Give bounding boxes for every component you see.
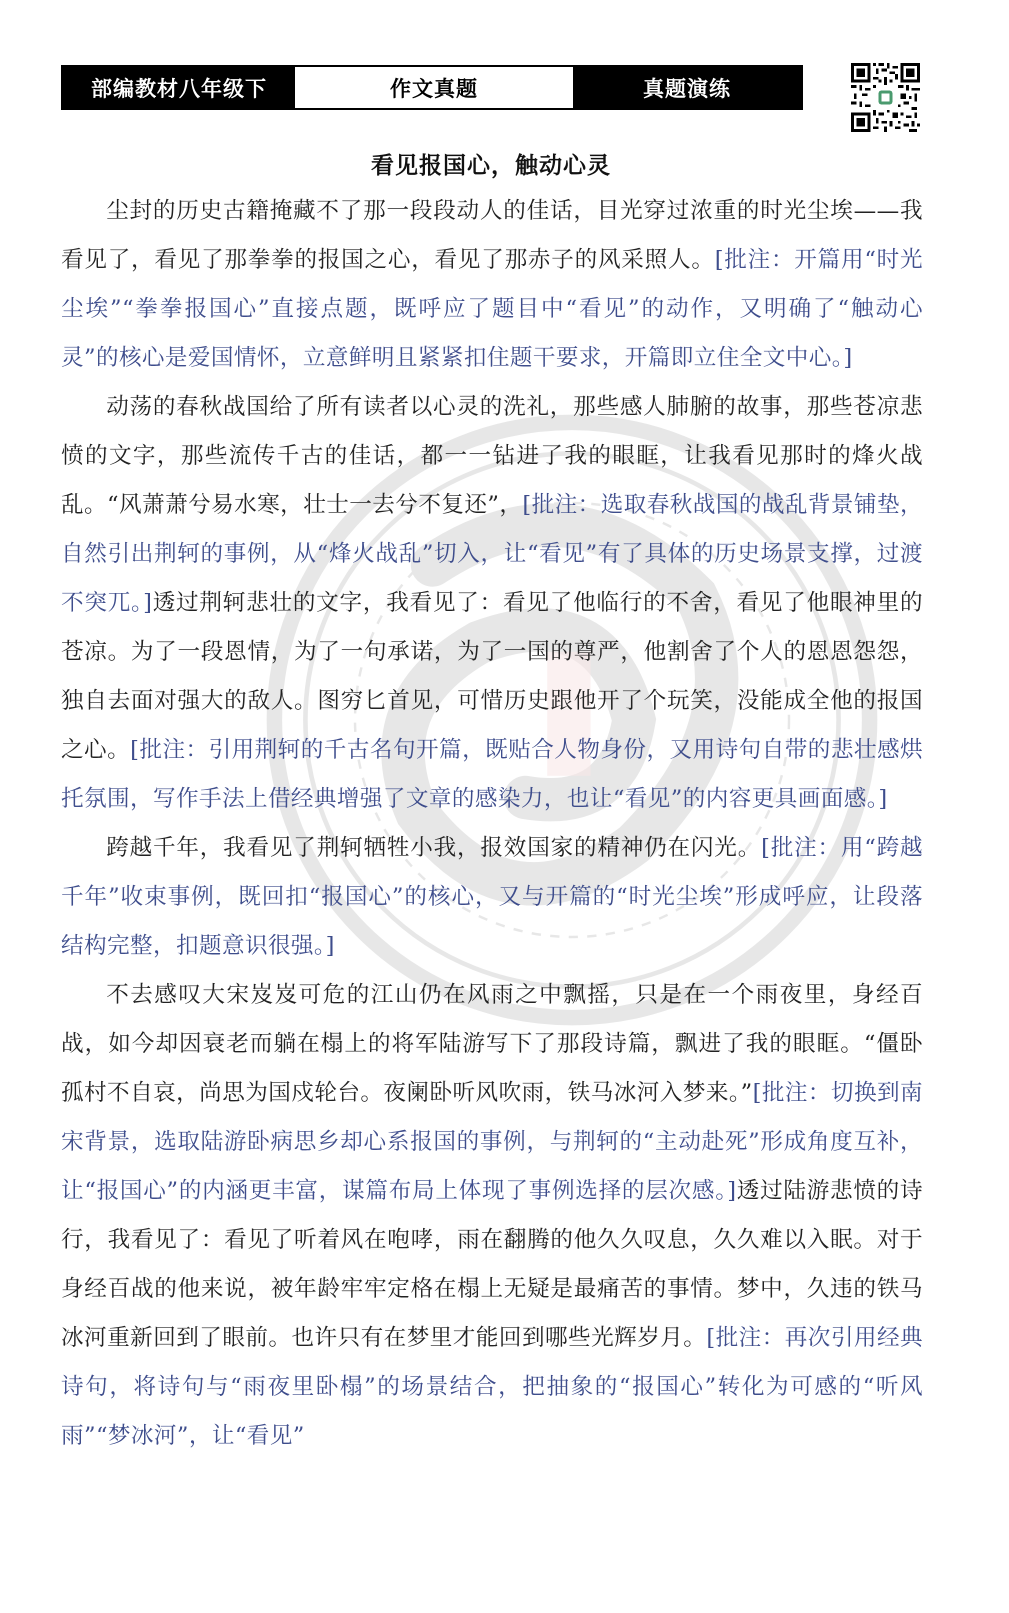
- category-label: 作文真题: [295, 67, 573, 108]
- paragraph: [61, 971, 923, 1461]
- annotation-note: [批注：切换到南宋背景，选取陆游卧病思乡却心系报国的事例，与荆轲的“主动赴死”形成角度互补，让“报国心”的内涵更丰富，谋篇布局上体现了事例选择的层次感。]: [61, 1080, 924, 1204]
- body-text: 动荡的春秋战国给了所有读者以心灵的洗礼，那些感人肺腑的故事，那些苍凉悲愤的文字，那些流传千古的佳话，都一一钻进了我的眼眶，让我看见那时的烽火战乱。“风萧萧兮易水寒，壮士一去兮不复还”，: [61, 394, 923, 518]
- essay-title: 看见报国心，触动心灵: [371, 153, 611, 179]
- body-text: 透过荆轲悲壮的文字，我看见了：看见了他临行的不舍，看见了他眼神里的苍凉。为了一段恩情，为了一句承诺，为了一国的尊严，他割舍了个人的恩恩怨怨，独自去面对强大的敌人。图穷匕首见，可惜历史跟他开了个玩笑，没能成全他的报国之心。: [61, 590, 924, 763]
- body-text: 不去感叹大宋岌岌可危的江山仍在风雨之中飘摇，只是在一个雨夜里，身经百战，如今却因衰老而躺在榻上的将军陆游写下了那段诗篇，飘进了我的眼眶。“僵卧孤村不自哀，尚思为国戍轮台。夜阑卧听风吹雨，铁马冰河入梦来。”: [61, 982, 923, 1106]
- header-bar: [61, 65, 803, 110]
- section-label: 真题演练: [573, 67, 801, 108]
- annotation-note: [批注：用“跨越千年”收束事例，既回扣“报国心”的核心，又与开篇的“时光尘埃”形成呼应，让段落结构完整，扣题意识很强。]: [61, 835, 923, 959]
- body-text: 尘封的历史古籍掩藏不了那一段段动人的佳话，目光穿过浓重的时光尘埃——我看见了，看见了那拳拳的报国之心，看见了那赤子的风采照人。: [61, 198, 923, 273]
- annotation-note: [批注：选取春秋战国的战乱背景铺垫，自然引出荆轲的事例，从“烽火战乱”切入，让“看见”有了具体的历史场景支撑，过渡不突兀。]: [61, 492, 923, 616]
- paragraph: [61, 187, 923, 383]
- qr-code-icon: [851, 63, 920, 132]
- annotation-note: [批注：再次引用经典诗句，将诗句与“雨夜里卧榻”的场景结合，把抽象的“报国心”转化为可感的“听风雨”“梦冰河”，让“看见”: [61, 1325, 923, 1449]
- grade-label: 部编教材八年级下: [63, 67, 295, 108]
- paragraph: [61, 824, 923, 971]
- annotation-note: [批注：开篇用“时光尘埃”“拳拳报国心”直接点题，既呼应了题目中“看见”的动作，又明确了“触动心灵”的核心是爱国情怀，立意鲜明且紧紧扣住题干要求，开篇即立住全文中心。]: [61, 247, 923, 371]
- essay-body: [61, 187, 923, 1461]
- annotation-note: [批注：引用荆轲的千古名句开篇，既贴合人物身份，又用诗句自带的悲壮感烘托氛围，写作手法上借经典增强了文章的感染力，也让“看见”的内容更具画面感。]: [61, 737, 923, 812]
- paragraph: [61, 383, 923, 824]
- body-text: 跨越千年，我看见了荆轲牺牲小我，报效国家的精神仍在闪光。: [106, 835, 762, 861]
- body-text: 透过陆游悲愤的诗行，我看见了：看见了听着风在咆哮，雨在翻腾的他久久叹息，久久难以入眠。对于身经百战的他来说，被年龄牢牢定格在榻上无疑是最痛苦的事情。梦中，久违的铁马冰河重新回到了眼前。也许只有在梦里才能回到哪些光辉岁月。: [61, 1178, 923, 1351]
